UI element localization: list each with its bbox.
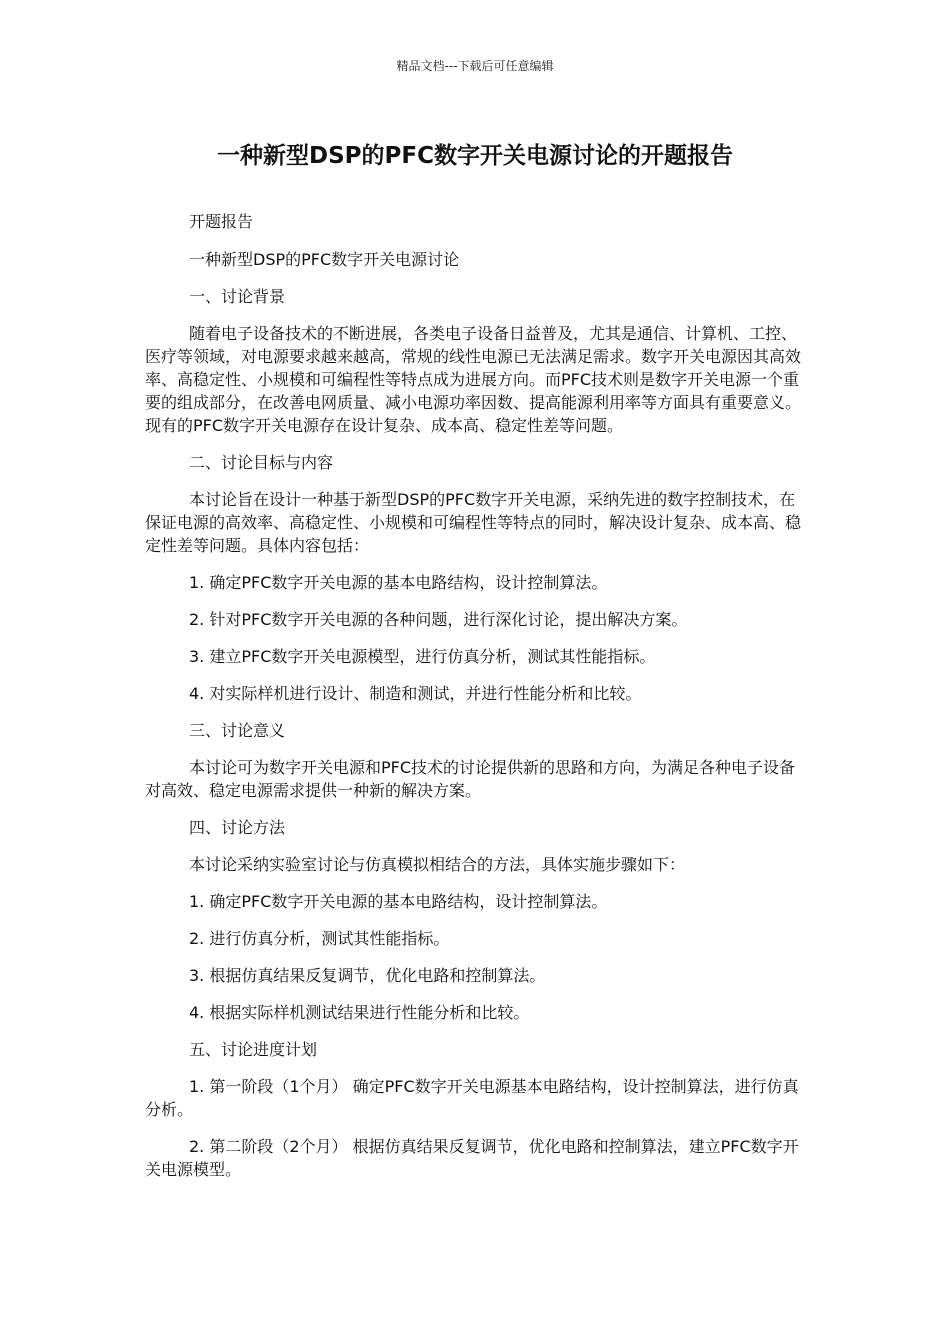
paragraph: 本讨论可为数字开关电源和PFC技术的讨论提供新的思路和方向，为满足各种电子设备对高效、稳定电源需求提供一种新的解决方案。 — [145, 758, 796, 800]
list-item: 4. 根据实际样机测试结果进行性能分析和比较。 — [189, 1003, 530, 1022]
section-heading: 四、讨论方法 — [189, 818, 286, 837]
list-item: 1. 确定PFC数字开关电源的基本电路结构，设计控制算法。 — [189, 892, 608, 911]
page-header-note: 精品文档---下载后可任意编辑 — [396, 59, 554, 73]
section-heading: 五、讨论进度计划 — [189, 1040, 318, 1059]
section-heading: 一、讨论背景 — [189, 287, 286, 306]
list-item: 1. 第一阶段（1个月） 确定PFC数字开关电源基本电路结构，设计控制算法，进行仿真分析。 — [145, 1077, 799, 1119]
list-item: 2. 进行仿真分析，测试其性能指标。 — [189, 929, 450, 948]
list-item: 3. 建立PFC数字开关电源模型，进行仿真分析，测试其性能指标。 — [189, 647, 656, 666]
paragraph: 本讨论采纳实验室讨论与仿真模拟相结合的方法，具体实施步骤如下： — [189, 855, 686, 874]
paragraph: 一种新型DSP的PFC数字开关电源讨论 — [189, 250, 460, 269]
paragraph: 随着电子设备技术的不断进展，各类电子设备日益普及，尤其是通信、计算机、工控、医疗等领域，对电源要求越来越高，常规的线性电源已无法满足需求。数字开关电源因其高效率、高稳定性、小规模和可编程性等特点成为进展方向。而PFC技术则是数字开关电源一个重要的组成部分，在改善电网质量、减小电源功率因数、提高能源利用率等方面具有重要意义。现有的PFC数字开关电源存在设计复杂、成本高、稳定性差等问题。 — [145, 324, 802, 435]
list-item: 3. 根据仿真结果反复调节，优化电路和控制算法。 — [189, 966, 546, 985]
section-heading: 二、讨论目标与内容 — [189, 453, 334, 472]
list-item: 1. 确定PFC数字开关电源的基本电路结构，设计控制算法。 — [189, 573, 608, 592]
document-title: 一种新型DSP的PFC数字开关电源讨论的开题报告 — [217, 143, 733, 169]
paragraph: 本讨论旨在设计一种基于新型DSP的PFC数字开关电源，采纳先进的数字控制技术，在保证电源的高效率、高稳定性、小规模和可编程性等特点的同时，解决设计复杂、成本高、稳定性差等问题。具体内容包括： — [145, 490, 802, 555]
document-body — [145, 210, 805, 1195]
section-heading: 三、讨论意义 — [189, 721, 286, 740]
list-item: 2. 针对PFC数字开关电源的各种问题，进行深化讨论，提出解决方案。 — [189, 610, 688, 629]
paragraph: 开题报告 — [189, 212, 254, 231]
list-item: 2. 第二阶段（2个月） 根据仿真结果反复调节，优化电路和控制算法，建立PFC数字开关电源模型。 — [145, 1137, 799, 1179]
list-item: 4. 对实际样机进行设计、制造和测试，并进行性能分析和比较。 — [189, 684, 642, 703]
